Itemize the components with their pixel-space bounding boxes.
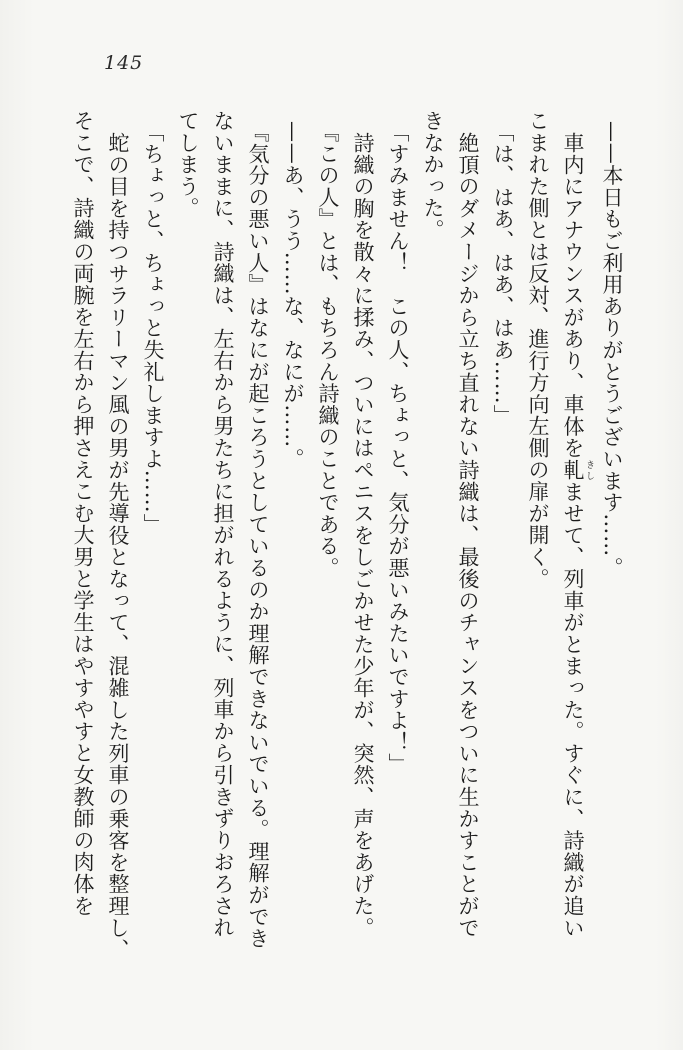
text-line: 「は、はあ、はあ、はあ……」: [491, 121, 515, 427]
text-line: 「すみません！ この人、ちょっと、気分が悪いみたいですよ！」: [386, 121, 410, 775]
text-line: きなかった。: [421, 110, 445, 241]
text-line: 蛇の目を持つサラリーマン風の男が先導役となって、混雑した列車の乗客を整理し、: [106, 132, 130, 961]
text-line: ——あ、うう……な、なにが……。: [281, 121, 305, 470]
text-line: こまれた側とは反対、進行方向左側の扉が開く。: [526, 110, 550, 590]
text-line: 『気分の悪い人』はなにが起ころうとしているのか理解できないでいる。理解ができ: [246, 121, 270, 950]
text-line: 車内にアナウンスがあり、車体を軋 きしませて、列車がとまった。すぐに、詩織が追い: [561, 132, 594, 939]
text-line: ——本日もご利用ありがとうございます……。: [600, 121, 624, 579]
text-line: ないままに、詩織は、左右から男たちに担がれるように、列車から引きずりおろされ: [211, 110, 235, 939]
text-line: てしまう。: [176, 110, 200, 219]
text-line: 詩織の胸を散々に揉み、ついにはペニスをしごかせた少年が、突然、声をあげた。: [351, 132, 375, 939]
page-number: 145: [104, 52, 144, 74]
text-line: 『この人』とは、もちろん詩織のことである。: [316, 121, 340, 579]
text-line: 「ちょっと、ちょっと失礼しますよ……」: [141, 121, 165, 536]
text-line: 絶頂のダメージから立ち直れない詩織は、最後のチャンスをついに生かすことがで: [456, 132, 480, 939]
text-line: そこで、詩織の両腕を左右から押さえこむ大男と学生はやすやすと女教師の肉体を: [71, 110, 95, 917]
vertical-text-block: [67, 110, 629, 961]
